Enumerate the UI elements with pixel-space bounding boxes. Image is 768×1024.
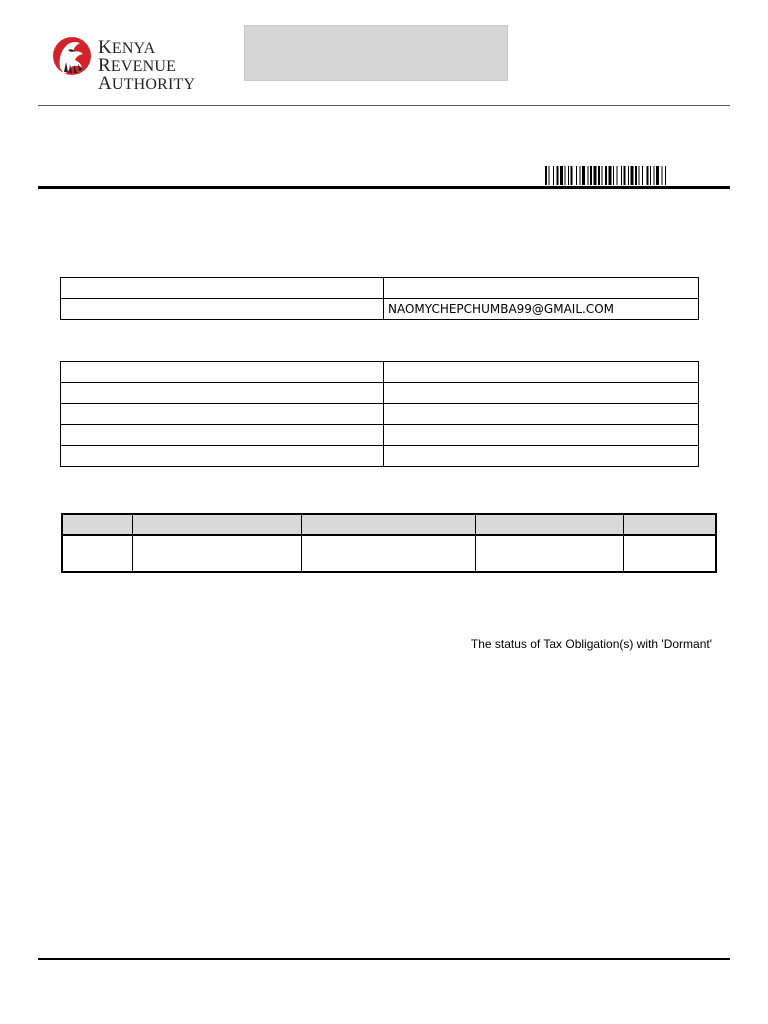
redacted-box — [244, 25, 508, 81]
column-header — [301, 514, 476, 535]
table-row — [61, 299, 699, 320]
table-row — [61, 383, 699, 404]
header-divider — [38, 105, 730, 106]
footer-divider — [38, 958, 730, 960]
table-cell-value — [384, 362, 699, 383]
section-divider — [38, 186, 730, 189]
column-header — [624, 514, 716, 535]
contact-table — [60, 277, 699, 320]
table-cell-value — [384, 425, 699, 446]
table-cell — [301, 535, 476, 572]
table-cell-label — [61, 446, 384, 467]
table-cell — [132, 535, 301, 572]
kra-lion-icon — [52, 34, 92, 78]
table-cell-label — [61, 383, 384, 404]
barcode — [545, 166, 720, 185]
table-cell-label — [61, 404, 384, 425]
table-cell — [624, 535, 716, 572]
table-cell-value — [384, 278, 699, 299]
column-header — [132, 514, 301, 535]
table-row — [61, 425, 699, 446]
details-table — [60, 361, 699, 467]
table-row — [61, 404, 699, 425]
kra-logo — [52, 34, 232, 94]
table-row — [61, 278, 699, 299]
table-cell-value — [384, 404, 699, 425]
table-cell-label — [61, 425, 384, 446]
table-cell — [62, 535, 132, 572]
table-cell-value — [384, 446, 699, 467]
logo-wordmark: KENYA REVENUE AUTHORITY — [98, 37, 196, 94]
table-cell-label — [61, 299, 384, 320]
table-cell — [476, 535, 624, 572]
email-value: NAOMYCHEPCHUMBA99@GMAIL.COM — [384, 299, 699, 320]
table-cell-value — [384, 383, 699, 404]
obligations-table — [61, 513, 717, 573]
table-cell-label — [61, 278, 384, 299]
column-header — [476, 514, 624, 535]
table-cell-label — [61, 362, 384, 383]
table-row — [61, 362, 699, 383]
table-row — [61, 446, 699, 467]
table-row — [62, 535, 716, 572]
dormant-status-note: The status of Tax Obligation(s) with 'Dormant' — [470, 637, 712, 651]
column-header — [62, 514, 132, 535]
table-header-row — [62, 514, 716, 535]
